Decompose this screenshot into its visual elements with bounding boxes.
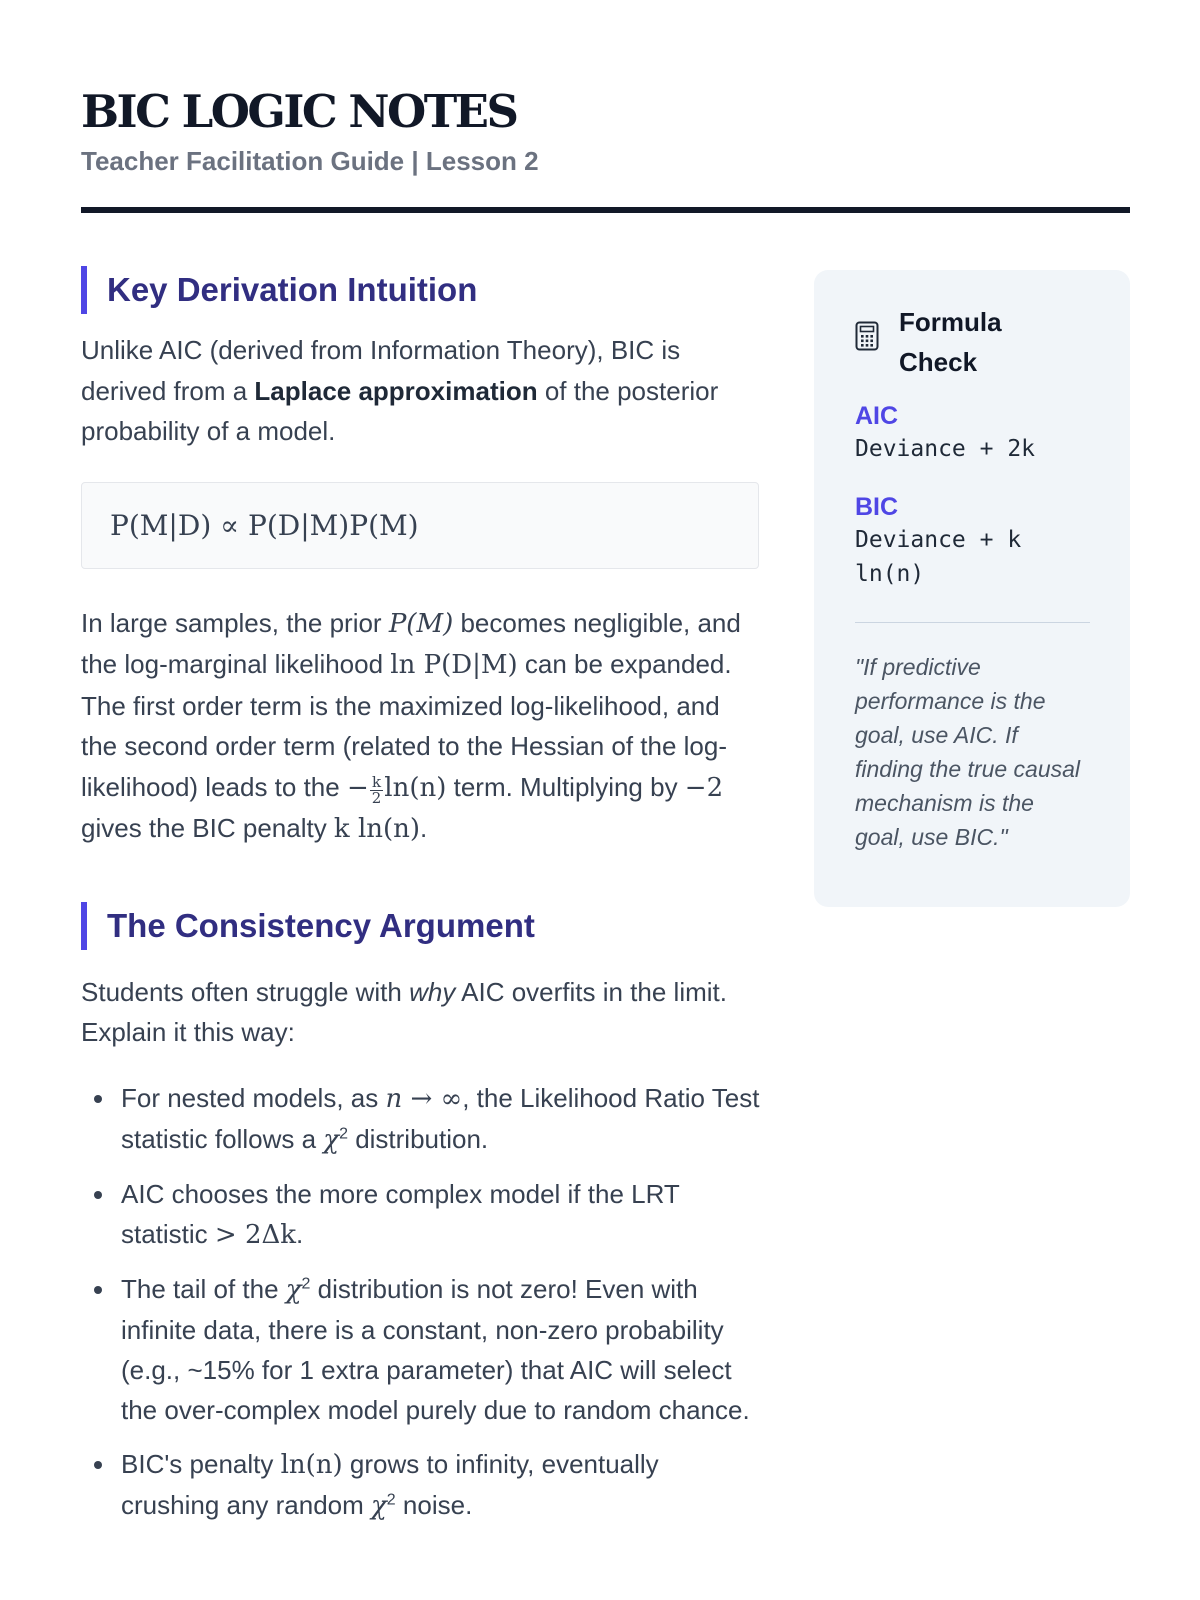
- section-heading-consistency: [81, 902, 761, 950]
- text-run: , the Likelihood Ratio Test statistic follows a: [121, 1082, 760, 1154]
- fraction-numerator: k: [370, 775, 384, 791]
- heading-text: Key Derivation Intuition: [107, 271, 478, 308]
- text-run: distribution is not zero! Even with infinite data, there is a constant, non-zero probability (e.g., ~15% for 1 extra parameter) that AIC will select the over-complex model purely due to random chance.: [121, 1273, 750, 1425]
- formula-box: [81, 482, 759, 569]
- consistency-intro: [81, 972, 761, 1053]
- math-prior: P(M): [388, 608, 454, 639]
- formula-check-card: [814, 270, 1130, 907]
- text-run: gives the BIC penalty: [81, 813, 334, 843]
- section-heading-derivation: [81, 266, 761, 314]
- card-title: Formula Check: [899, 307, 1002, 377]
- derivation-paragraph-1: [81, 330, 761, 452]
- header-divider: [81, 207, 1130, 213]
- heading-accent-bar: [81, 902, 87, 950]
- main-column: [81, 266, 761, 1540]
- document-title: BIC LOGIC NOTES: [81, 85, 517, 138]
- calculator-icon: [855, 321, 881, 355]
- fraction-denominator: 2: [371, 788, 382, 807]
- card-header: [855, 302, 1090, 382]
- aic-formula: Deviance + 2k: [855, 436, 1036, 462]
- text-run: Unlike AIC (derived from Information Theory), BIC is derived from a: [81, 335, 681, 406]
- guidance-quote: "If predictive performance is the goal, use AIC. If finding the true causal mechanism is the goal, use BIC.": [855, 654, 1081, 850]
- consistency-list: [81, 1078, 761, 1526]
- text-run: The tail of the: [121, 1273, 286, 1304]
- list-item: [121, 1174, 761, 1255]
- text-run: .: [296, 1218, 304, 1249]
- math-n-to-infinity: n → ∞: [385, 1083, 463, 1114]
- list-item: [121, 1444, 761, 1526]
- text-run: term. Multiplying by: [446, 771, 685, 802]
- text-run: noise.: [395, 1489, 473, 1520]
- bic-formula: Deviance + k ln(n): [855, 527, 1022, 587]
- math-chi: χ: [323, 1124, 340, 1155]
- emphasis-why: why: [409, 976, 456, 1007]
- text-run: AIC chooses the more complex model if the LRT statistic: [121, 1178, 680, 1249]
- math-half-k-ln-n: [346, 772, 447, 807]
- text-run: In large samples, the prior: [81, 607, 389, 638]
- ln-n-term: ln(n): [384, 772, 447, 803]
- section-consistency: [81, 902, 761, 1526]
- math-minus-two: −2: [684, 772, 724, 803]
- text-run: of the posterior probability of a model.: [81, 375, 719, 446]
- aic-label: AIC: [855, 402, 899, 430]
- list-item: [121, 1269, 761, 1430]
- derivation-paragraph-2: [81, 603, 761, 850]
- math-chi: χ: [371, 1490, 387, 1521]
- superscript: 2: [339, 1124, 348, 1142]
- text-run: becomes negligible, and the log-marginal likelihood: [81, 607, 741, 679]
- section-derivation: [81, 266, 761, 850]
- heading-text: The Consistency Argument: [107, 906, 535, 944]
- superscript: 2: [301, 1274, 311, 1292]
- math-ln-n: ln(n): [280, 1449, 343, 1480]
- text-run: For nested models, as: [121, 1082, 386, 1113]
- text-run: can be expanded. The first order term is the maximized log-likelihood, and the second order term (related to the Hessian of the log-likelihood) leads to the: [81, 649, 732, 802]
- document-subtitle: Teacher Facilitation Guide | Lesson 2: [81, 146, 539, 176]
- bold-term: Laplace approximation: [254, 375, 538, 406]
- minus-sign: −: [346, 772, 369, 803]
- text-run: .: [420, 813, 428, 843]
- bic-label: BIC: [855, 493, 899, 521]
- heading-accent-bar: [81, 266, 87, 314]
- text-run: BIC's penalty: [121, 1448, 281, 1479]
- bayes-formula: P(M|D) ∝ P(D|M)P(M): [110, 508, 419, 542]
- text-run: distribution.: [347, 1123, 489, 1154]
- superscript: 2: [386, 1490, 396, 1508]
- card-divider: [855, 622, 1090, 623]
- math-bic-penalty: k ln(n): [333, 814, 421, 844]
- math-log-marginal: ln P(D|M): [390, 650, 518, 680]
- text-run: grows to infinity, eventually crushing any random: [121, 1448, 659, 1520]
- text-run: Students often struggle with: [81, 976, 410, 1007]
- math-chi: χ: [285, 1274, 302, 1305]
- math-threshold: > 2Δk: [214, 1219, 297, 1250]
- fraction-k-over-2: [370, 772, 384, 807]
- text-run: AIC overfits in the limit. Explain it this way:: [81, 976, 727, 1047]
- list-item: [121, 1078, 761, 1160]
